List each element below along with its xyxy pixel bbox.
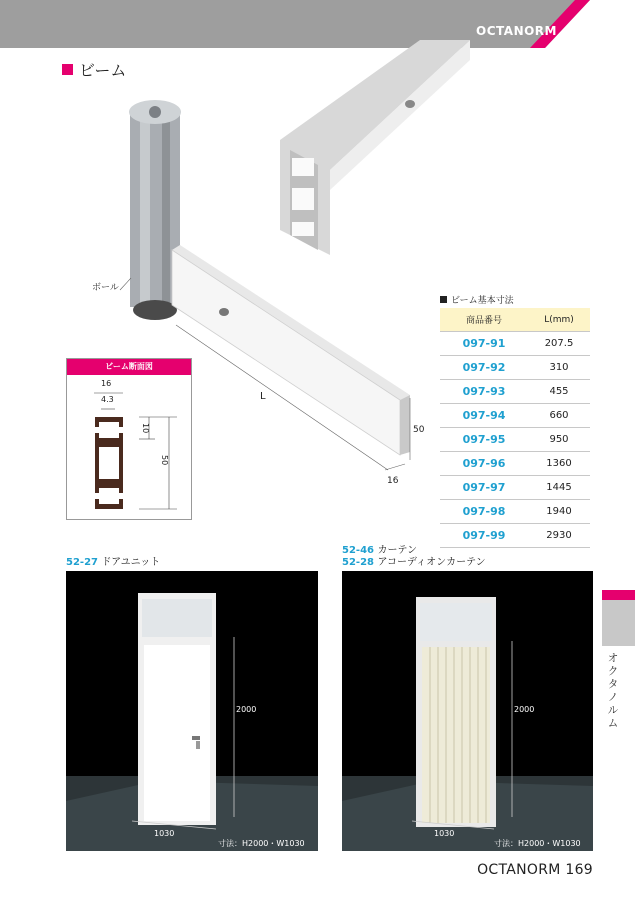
door-unit-name: ドアユニット [101,557,161,568]
product-code: 097-92 [440,356,528,380]
door-unit-number: 52-27 [66,557,98,568]
side-tab-text: オクタノルム [606,652,619,730]
table-title [440,293,514,306]
side-tab [602,590,635,646]
curtain-caption-2 [342,553,486,568]
table-row [440,356,590,380]
curtain-height-dim: 2000 [514,705,535,714]
table-title-text: ビーム基本寸法 [451,296,514,306]
product-code: 097-93 [440,380,528,404]
product-code: 097-91 [440,332,528,356]
cross-dim-50: 50 [160,455,169,466]
door-unit-photo [66,571,318,851]
width-label: 16 [387,476,399,486]
curtain-size-note: 寸法：H2000・W1030 [494,839,581,848]
table-row [440,524,590,548]
dimension-table [440,308,590,548]
curtain-number: 52-46 [342,545,374,556]
length-value: 2930 [528,524,590,548]
curtain-image [342,571,593,851]
curtain-width-dim: 1030 [434,829,455,838]
footer [477,862,593,878]
length-value: 1360 [528,452,590,476]
accordion-curtain-number: 52-28 [342,557,374,568]
door-unit-image [66,571,318,851]
product-code: 097-98 [440,500,528,524]
height-label: 50 [413,425,425,435]
cross-section-title: ビーム断面図 [67,359,191,375]
section-title-text: ビーム [79,61,127,80]
door-height-dim: 2000 [236,705,257,714]
pole-label: ボール [92,283,119,293]
door-size-note: 寸法：H2000・W1030 [218,839,305,848]
cross-dim-10: 10 [141,423,150,434]
product-code: 097-94 [440,404,528,428]
cross-dim-slot: 4.3 [101,395,114,404]
length-value: 1940 [528,500,590,524]
door-width-dim: 1030 [154,829,175,838]
cross-dim-width: 16 [101,379,112,388]
cross-section-drawing [67,375,191,519]
curtain-name: カーテン [377,545,417,556]
length-value: 950 [528,428,590,452]
table-row [440,380,590,404]
length-value: 1445 [528,476,590,500]
length-value: 660 [528,404,590,428]
curtain-photo [342,571,593,851]
product-code: 097-99 [440,524,528,548]
table-header-length: L(mm) [528,308,590,332]
table-header-code: 商品番号 [440,308,528,332]
product-code: 097-97 [440,476,528,500]
product-code: 097-96 [440,452,528,476]
cross-section-box [66,358,192,520]
table-row [440,500,590,524]
table-row [440,452,590,476]
footer-brand: OCTANORM [477,862,561,878]
table-row [440,332,590,356]
length-value: 207.5 [528,332,590,356]
length-label: L [260,391,266,402]
table-row [440,404,590,428]
header-brand: OCTANORM [476,24,557,38]
table-row [440,428,590,452]
accordion-curtain-name: アコーディオンカーテン [377,557,486,568]
product-code: 097-95 [440,428,528,452]
door-unit-caption [66,553,160,568]
length-value: 310 [528,356,590,380]
page-number: 169 [565,862,593,878]
length-value: 455 [528,380,590,404]
table-marker-icon [440,296,447,303]
table-row [440,476,590,500]
